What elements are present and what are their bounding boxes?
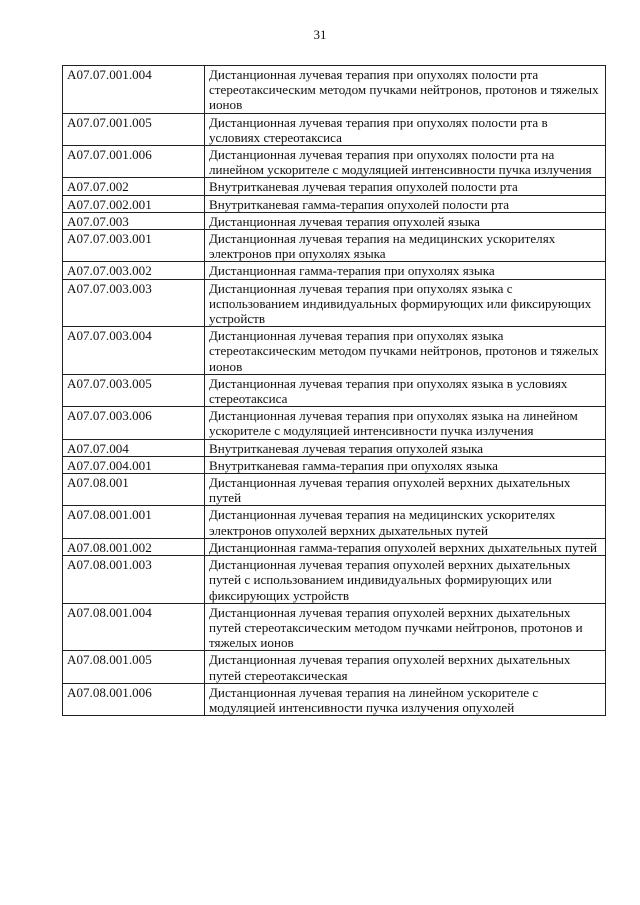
row-code: A07.07.002.001 <box>63 195 205 212</box>
row-code: A07.07.001.006 <box>63 146 205 178</box>
row-name: Дистанционная лучевая терапия на медицинских ускорителях электронов опухолей верхних дыхательных путей <box>205 506 606 538</box>
row-name: Дистанционная гамма-терапия опухолей верхних дыхательных путей <box>205 538 606 555</box>
table-row <box>63 456 606 473</box>
row-code: A07.07.003.005 <box>63 374 205 406</box>
row-code: A07.07.001.004 <box>63 66 205 114</box>
row-name: Дистанционная гамма-терапия при опухолях языка <box>205 262 606 279</box>
row-name: Дистанционная лучевая терапия опухолей верхних дыхательных путей стереотаксическим методом пучками нейтронов, протонов и тяжелых ионов <box>205 603 606 651</box>
table-row <box>63 651 606 683</box>
row-name: Дистанционная лучевая терапия при опухолях языка на линейном ускорителе с модуляцией интенсивности пучка излучения <box>205 407 606 439</box>
table-row <box>63 230 606 262</box>
table-row <box>63 66 606 114</box>
service-codes-table <box>62 65 606 716</box>
row-code: A07.08.001.003 <box>63 556 205 604</box>
table-row <box>63 556 606 604</box>
row-code: A07.07.003.006 <box>63 407 205 439</box>
table-row <box>63 506 606 538</box>
table-row <box>63 113 606 145</box>
table-row <box>63 538 606 555</box>
row-code: A07.08.001.006 <box>63 683 205 715</box>
row-code: A07.07.001.005 <box>63 113 205 145</box>
table-row <box>63 195 606 212</box>
row-code: A07.07.003 <box>63 212 205 229</box>
table-row <box>63 327 606 375</box>
row-name: Внутритканевая лучевая терапия опухолей полости рта <box>205 178 606 195</box>
row-code: A07.07.003.003 <box>63 279 205 327</box>
row-code: A07.07.003.002 <box>63 262 205 279</box>
row-code: A07.07.004 <box>63 439 205 456</box>
row-name: Дистанционная лучевая терапия при опухолях языка в условиях стереотаксиса <box>205 374 606 406</box>
row-code: A07.07.003.004 <box>63 327 205 375</box>
row-name: Дистанционная лучевая терапия опухолей верхних дыхательных путей с использованием индивидуальных формирующих или фиксирующих устройств <box>205 556 606 604</box>
row-name: Дистанционная лучевая терапия при опухолях языка с использованием индивидуальных формирующих или фиксирующих устройств <box>205 279 606 327</box>
page-number: 31 <box>313 27 327 42</box>
row-name: Дистанционная лучевая терапия при опухолях языка стереотаксическим методом пучками нейтронов, протонов и тяжелых ионов <box>205 327 606 375</box>
table-row <box>63 407 606 439</box>
row-name: Дистанционная лучевая терапия опухолей верхних дыхательных путей <box>205 474 606 506</box>
table-row <box>63 279 606 327</box>
table-row <box>63 262 606 279</box>
row-name: Внутритканевая лучевая терапия опухолей языка <box>205 439 606 456</box>
row-code: A07.08.001.004 <box>63 603 205 651</box>
table-row <box>63 178 606 195</box>
row-code: A07.08.001.001 <box>63 506 205 538</box>
row-name: Внутритканевая гамма-терапия при опухолях языка <box>205 456 606 473</box>
row-name: Дистанционная лучевая терапия на медицинских ускорителях электронов при опухолях языка <box>205 230 606 262</box>
table-row <box>63 439 606 456</box>
row-name: Дистанционная лучевая терапия опухолей языка <box>205 212 606 229</box>
table-row <box>63 146 606 178</box>
table-row <box>63 603 606 651</box>
table-row <box>63 474 606 506</box>
table-row <box>63 374 606 406</box>
row-name: Дистанционная лучевая терапия опухолей верхних дыхательных путей стереотаксическая <box>205 651 606 683</box>
row-code: A07.08.001 <box>63 474 205 506</box>
row-name: Дистанционная лучевая терапия при опухолях полости рта на линейном ускорителе с модуляцией интенсивности пучка излучения <box>205 146 606 178</box>
row-code: A07.08.001.002 <box>63 538 205 555</box>
row-name: Дистанционная лучевая терапия при опухолях полости рта стереотаксическим методом пучками нейтронов, протонов и тяжелых ионов <box>205 66 606 114</box>
table-body <box>63 66 606 716</box>
table-row <box>63 683 606 715</box>
row-name: Внутритканевая гамма-терапия опухолей полости рта <box>205 195 606 212</box>
row-code: A07.07.003.001 <box>63 230 205 262</box>
table-row <box>63 212 606 229</box>
row-name: Дистанционная лучевая терапия на линейном ускорителе с модуляцией интенсивности пучка излучения опухолей <box>205 683 606 715</box>
row-code: A07.07.004.001 <box>63 456 205 473</box>
row-name: Дистанционная лучевая терапия при опухолях полости рта в условиях стереотаксиса <box>205 113 606 145</box>
row-code: A07.07.002 <box>63 178 205 195</box>
row-code: A07.08.001.005 <box>63 651 205 683</box>
